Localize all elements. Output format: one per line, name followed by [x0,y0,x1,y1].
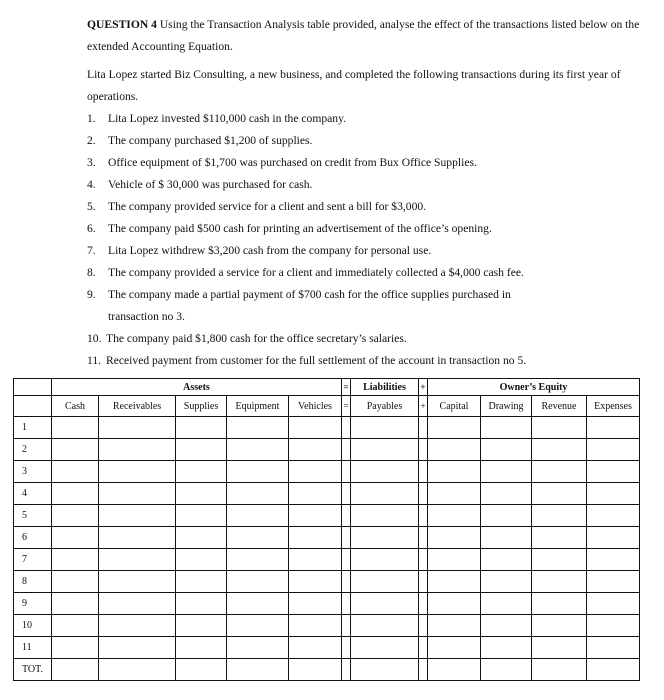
col-supplies: Supplies [176,396,227,417]
entry-cell[interactable] [587,615,640,637]
list-item [87,284,647,328]
entry-cell[interactable] [52,439,99,461]
entry-cell[interactable] [351,659,419,681]
table-row [14,549,640,571]
entry-cell[interactable] [532,659,587,681]
entry-cell[interactable] [532,527,587,549]
entry-cell[interactable] [481,461,532,483]
entry-cell[interactable] [176,461,227,483]
entry-cell[interactable] [342,439,351,461]
equals-sign: = [342,396,351,417]
equals-sign: = [342,379,351,396]
entry-cell[interactable] [99,483,176,505]
entry-cell[interactable] [481,505,532,527]
entry-cell[interactable] [428,593,481,615]
row-label: 3 [14,461,52,483]
assets-header: Assets [52,379,342,396]
entry-cell[interactable] [176,439,227,461]
entry-cell[interactable] [419,505,428,527]
transaction-number: 7. [87,244,96,257]
entry-cell[interactable] [342,659,351,681]
entry-cell[interactable] [99,593,176,615]
entry-cell[interactable] [99,527,176,549]
row-label: 11 [14,637,52,659]
table-row [14,593,640,615]
entry-cell[interactable] [532,593,587,615]
entry-cell[interactable] [587,461,640,483]
entry-cell[interactable] [532,417,587,439]
entry-cell[interactable] [481,439,532,461]
entry-cell[interactable] [227,483,289,505]
entry-cell[interactable] [587,659,640,681]
entry-cell[interactable] [289,483,342,505]
entry-cell[interactable] [52,637,99,659]
transaction-list [87,108,647,372]
entry-cell[interactable] [289,615,342,637]
entry-cell[interactable] [342,505,351,527]
table-row [14,571,640,593]
entry-cell[interactable] [419,417,428,439]
entry-cell[interactable] [481,483,532,505]
entry-cell[interactable] [428,483,481,505]
entry-cell[interactable] [481,593,532,615]
entry-cell[interactable] [342,637,351,659]
entry-cell[interactable] [227,417,289,439]
transaction-text: Received payment from customer for the full settlement of the account in transaction no 5. [106,354,527,367]
entry-cell[interactable] [587,505,640,527]
entry-cell[interactable] [227,505,289,527]
transaction-analysis-table [13,378,640,681]
row-label: 6 [14,527,52,549]
entry-cell[interactable] [342,417,351,439]
entry-cell[interactable] [351,483,419,505]
entry-cell[interactable] [428,527,481,549]
table-row [14,615,640,637]
entry-cell[interactable] [227,527,289,549]
entry-cell[interactable] [532,571,587,593]
transaction-number: 8. [87,266,96,279]
entry-cell[interactable] [342,549,351,571]
row-label: 7 [14,549,52,571]
entry-cell[interactable] [289,527,342,549]
owners-equity-header: Owner’s Equity [428,379,640,396]
entry-cell[interactable] [428,637,481,659]
transaction-number: 6. [87,222,96,235]
entry-cell[interactable] [481,527,532,549]
entry-cell[interactable] [342,527,351,549]
col-receivables: Receivables [99,396,176,417]
row-label: 4 [14,483,52,505]
transaction-text: The company paid $500 cash for printing an advertisement of the office’s opening. [108,222,492,235]
col-expenses: Expenses [587,396,640,417]
entry-cell[interactable] [176,659,227,681]
entry-cell[interactable] [227,571,289,593]
list-item [87,218,647,240]
entry-cell[interactable] [176,527,227,549]
entry-cell[interactable] [587,527,640,549]
entry-cell[interactable] [587,483,640,505]
entry-cell[interactable] [227,593,289,615]
entry-cell[interactable] [176,549,227,571]
entry-cell[interactable] [351,615,419,637]
entry-cell[interactable] [342,571,351,593]
entry-cell[interactable] [587,549,640,571]
entry-cell[interactable] [289,637,342,659]
transaction-number: 10. [87,332,102,345]
entry-cell[interactable] [587,637,640,659]
row-label: 2 [14,439,52,461]
entry-cell[interactable] [351,571,419,593]
transaction-text: The company paid $1,800 cash for the office secretary’s salaries. [106,332,407,345]
entry-cell[interactable] [99,417,176,439]
transaction-text: Lita Lopez invested $110,000 cash in the company. [108,112,347,125]
entry-cell[interactable] [52,571,99,593]
list-item [87,174,647,196]
row-label: 10 [14,615,52,637]
entry-cell[interactable] [52,483,99,505]
entry-cell[interactable] [428,549,481,571]
question-text [87,14,647,372]
transaction-number: 9. [87,288,96,301]
entry-cell[interactable] [419,571,428,593]
row-label-header [14,379,52,396]
table-row [14,483,640,505]
entry-cell[interactable] [289,461,342,483]
entry-cell[interactable] [351,593,419,615]
transaction-text: Lita Lopez withdrew $3,200 cash from the company for personal use. [108,244,432,257]
col-payables: Payables [351,396,419,417]
question-intro-text: Using the Transaction Analysis table provided, analyse the effect of the transactions listed below on the extended Accounting Equation. [87,18,640,53]
col-drawing: Drawing [481,396,532,417]
entry-cell[interactable] [419,439,428,461]
entry-cell[interactable] [176,637,227,659]
entry-cell[interactable] [99,549,176,571]
list-item [87,262,647,284]
entry-cell[interactable] [227,615,289,637]
entry-cell[interactable] [227,549,289,571]
entry-cell[interactable] [351,505,419,527]
list-item [87,108,647,130]
entry-cell[interactable] [342,483,351,505]
scenario-text: Lita Lopez started Biz Consulting, a new business, and completed the following transactions during its first year of operations. [87,68,621,103]
transaction-text: Vehicle of $ 30,000 was purchased for cash. [108,178,313,191]
entry-cell[interactable] [52,461,99,483]
entry-cell[interactable] [351,549,419,571]
entry-cell[interactable] [428,505,481,527]
column-header-row [14,396,640,417]
liabilities-header: Liabilities [351,379,419,396]
entry-cell[interactable] [428,439,481,461]
row-label: 1 [14,417,52,439]
entry-cell[interactable] [532,461,587,483]
entry-cell[interactable] [587,439,640,461]
entry-cell[interactable] [289,505,342,527]
transaction-text: The company purchased $1,200 of supplies. [108,134,313,147]
entry-cell[interactable] [99,505,176,527]
entry-cell[interactable] [289,549,342,571]
entry-cell[interactable] [342,461,351,483]
table-row [14,659,640,681]
transaction-number: 11. [87,354,102,367]
entry-cell[interactable] [99,659,176,681]
entry-cell[interactable] [481,571,532,593]
entry-cell[interactable] [289,571,342,593]
entry-cell[interactable] [176,615,227,637]
entry-cell[interactable] [99,461,176,483]
list-item [87,328,647,350]
transaction-text: The company provided a service for a client and immediately collected a $4,000 cash fee. [108,266,524,279]
entry-cell[interactable] [52,659,99,681]
table-row [14,527,640,549]
plus-sign: + [419,379,428,396]
entry-cell[interactable] [289,659,342,681]
entry-cell[interactable] [227,461,289,483]
entry-cell[interactable] [289,593,342,615]
entry-cell[interactable] [532,637,587,659]
entry-cell[interactable] [99,439,176,461]
entry-cell[interactable] [52,593,99,615]
col-cash: Cash [52,396,99,417]
table-body [14,417,640,681]
entry-cell[interactable] [176,593,227,615]
transaction-text: The company provided service for a client and sent a bill for $3,000. [108,200,427,213]
transaction-number: 5. [87,200,96,213]
entry-cell[interactable] [419,549,428,571]
entry-cell[interactable] [342,593,351,615]
entry-cell[interactable] [99,615,176,637]
plus-sign: + [419,396,428,417]
entry-cell[interactable] [227,439,289,461]
entry-cell[interactable] [532,549,587,571]
table-row [14,505,640,527]
question-label: QUESTION 4 [87,18,157,31]
col-vehicles: Vehicles [289,396,342,417]
row-label-header [14,396,52,417]
transaction-number: 2. [87,134,96,147]
table-row [14,439,640,461]
list-item [87,196,647,218]
list-item [87,350,647,372]
entry-cell[interactable] [428,571,481,593]
entry-cell[interactable] [587,571,640,593]
row-label: 5 [14,505,52,527]
entry-cell[interactable] [428,461,481,483]
entry-cell[interactable] [532,439,587,461]
transaction-text: The company made a partial payment of $700 cash for the office supplies purchased in [108,288,511,301]
entry-cell[interactable] [351,439,419,461]
entry-cell[interactable] [419,483,428,505]
entry-cell[interactable] [99,637,176,659]
entry-cell[interactable] [289,439,342,461]
list-item [87,240,647,262]
col-equipment: Equipment [227,396,289,417]
entry-cell[interactable] [176,505,227,527]
transaction-number: 4. [87,178,96,191]
entry-cell[interactable] [52,615,99,637]
entry-cell[interactable] [587,417,640,439]
col-revenue: Revenue [532,396,587,417]
entry-cell[interactable] [227,637,289,659]
entry-cell[interactable] [481,549,532,571]
entry-cell[interactable] [481,417,532,439]
entry-cell[interactable] [587,593,640,615]
question-intro [87,14,647,58]
transaction-number: 1. [87,112,96,125]
row-label: 8 [14,571,52,593]
list-item [87,152,647,174]
entry-cell[interactable] [351,417,419,439]
entry-cell[interactable] [419,659,428,681]
entry-cell[interactable] [532,505,587,527]
entry-cell[interactable] [428,615,481,637]
entry-cell[interactable] [419,593,428,615]
entry-cell[interactable] [481,637,532,659]
entry-cell[interactable] [342,615,351,637]
table-row [14,461,640,483]
entry-cell[interactable] [289,417,342,439]
entry-cell[interactable] [52,527,99,549]
entry-cell[interactable] [481,659,532,681]
entry-cell[interactable] [52,505,99,527]
entry-cell[interactable] [419,527,428,549]
entry-cell[interactable] [428,417,481,439]
entry-cell[interactable] [481,615,532,637]
row-label: TOT. [14,659,52,681]
entry-cell[interactable] [419,637,428,659]
entry-cell[interactable] [351,637,419,659]
entry-cell[interactable] [428,659,481,681]
entry-cell[interactable] [227,659,289,681]
list-item [87,130,647,152]
entry-cell[interactable] [419,615,428,637]
row-label: 9 [14,593,52,615]
entry-cell[interactable] [176,417,227,439]
table-row [14,637,640,659]
entry-cell[interactable] [176,571,227,593]
entry-cell[interactable] [532,615,587,637]
entry-cell[interactable] [52,417,99,439]
entry-cell[interactable] [99,571,176,593]
group-header-row [14,379,640,396]
entry-cell[interactable] [52,549,99,571]
entry-cell[interactable] [176,483,227,505]
transaction-text: Office equipment of $1,700 was purchased on credit from Bux Office Supplies. [108,156,477,169]
entry-cell[interactable] [351,461,419,483]
entry-cell[interactable] [419,461,428,483]
entry-cell[interactable] [351,527,419,549]
col-capital: Capital [428,396,481,417]
entry-cell[interactable] [532,483,587,505]
table-row [14,417,640,439]
transaction-text-continued: transaction no 3. [108,310,185,323]
transaction-number: 3. [87,156,96,169]
